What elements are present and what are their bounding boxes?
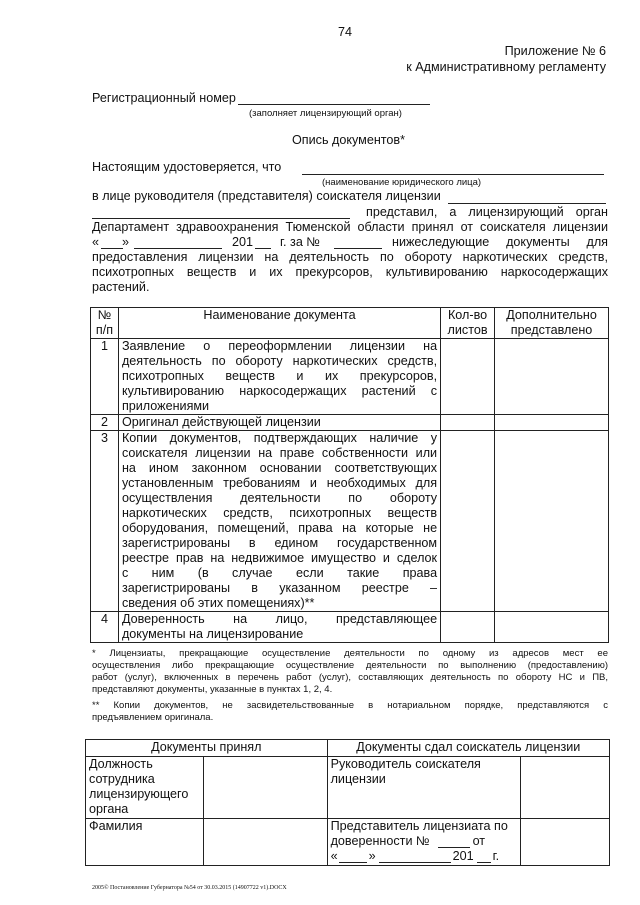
table-row bbox=[91, 612, 609, 643]
intro-line2 bbox=[448, 203, 606, 204]
submitted-header: Документы сдал соискатель лицензии bbox=[327, 740, 609, 757]
footnote-1: * Лицензиаты, прекращающие осуществление деятельности по одному из адресов мест ее осуществления либо прекращающие осуществление деятельности по выполнению (предоставлению) работ (услуг), включенных в перечень работ (услуг), составляющих деятельность по обороту НС и ПВ, представляют документы, указанные в пунктах 1, 2, 4. bbox=[92, 648, 608, 695]
attorney-day-line bbox=[339, 862, 367, 863]
power-attorney-num-line bbox=[438, 847, 470, 848]
intro-l3: представил, а лицензирующий орган bbox=[366, 205, 608, 219]
intro-l1: Настоящим удостоверяется, что bbox=[92, 160, 282, 174]
intro-year-line bbox=[255, 248, 271, 249]
signature-header-row bbox=[86, 740, 610, 757]
header-extra: Дополнительно представлено bbox=[495, 308, 609, 339]
row-qty-cell[interactable] bbox=[441, 612, 495, 643]
reg-line bbox=[238, 104, 430, 105]
intro-num-line bbox=[334, 248, 382, 249]
position-label: Должность сотрудника лицензирующего органа bbox=[86, 757, 204, 819]
intro-day-line bbox=[101, 248, 123, 249]
row-doc-name: Заявление о переоформлении лицензии на деятельность по обороту наркотических средств, психотропных веществ и их прекурсоров, культивированию наркосодержащих растений с приложениями bbox=[118, 339, 440, 415]
appendix-line1: Приложение № 6 bbox=[504, 44, 606, 58]
documents-table bbox=[90, 307, 609, 643]
intro-note1: (наименование юридического лица) bbox=[322, 177, 482, 188]
position-value-cell[interactable] bbox=[203, 757, 327, 819]
row-num: 3 bbox=[91, 431, 119, 612]
intro-line1 bbox=[302, 174, 604, 175]
header-qty: Кол-во листов bbox=[441, 308, 495, 339]
footnote-2: ** Копии документов, не засвидетельствованные в нотариальном порядке, представляются с предъявлением оригинала. bbox=[92, 700, 608, 723]
intro-l5-close: » bbox=[122, 235, 130, 249]
intro-l4: Департамент здравоохранения Тюменской области принял от соискателя лицензии bbox=[92, 220, 608, 234]
surname-label: Фамилия bbox=[86, 819, 204, 866]
table-row bbox=[91, 339, 609, 415]
table-row bbox=[91, 431, 609, 612]
doc-title: Опись документов* bbox=[292, 133, 406, 147]
reg-note: (заполняет лицензирующий орган) bbox=[249, 108, 402, 119]
intro-l7: психотропных веществ и их прекурсоров, культивированию наркосодержащих bbox=[92, 265, 608, 279]
row-doc-name: Доверенность на лицо, представляющее документы на лицензирование bbox=[118, 612, 440, 643]
row-qty-cell[interactable] bbox=[441, 415, 495, 431]
signature-table bbox=[85, 739, 610, 866]
attorney-year-line bbox=[477, 862, 491, 863]
row-num: 4 bbox=[91, 612, 119, 643]
row-doc-name: Копии документов, подтверждающих наличие у соискателя лицензии на праве собственности или на ином законном основании соответствующих установленным требованиям и необходимых для осуществления деятельности по обороту наркотических средств, психотропных веществ оборудования, помещений, права на которые не зарегистрированы в едином государственном реестре прав на недвижимое имущество и сделок с ним (в случае если такие права зарегистрированы в указанном реестре – сведения об этих помещениях)** bbox=[118, 431, 440, 612]
footer-filename: 2005© Постановление Губернатора №54 от 30.03.2015 (14907722 v1).DOCX bbox=[92, 885, 287, 891]
appendix-line2: к Административному регламенту bbox=[406, 60, 606, 74]
header-name: Наименование документа bbox=[118, 308, 440, 339]
intro-l2: в лице руководителя (представителя) соискателя лицензии bbox=[92, 189, 441, 203]
signature-row bbox=[86, 819, 610, 866]
reg-label: Регистрационный номер bbox=[92, 91, 236, 105]
signature-row bbox=[86, 757, 610, 819]
row-num: 2 bbox=[91, 415, 119, 431]
intro-l6: предоставления лицензии на деятельность по обороту наркотических средств, bbox=[92, 250, 608, 264]
table-row bbox=[91, 415, 609, 431]
intro-month-line bbox=[134, 248, 222, 249]
head-label: Руководитель соискателя лицензии bbox=[327, 757, 521, 819]
table-header-row bbox=[91, 308, 609, 339]
row-extra-cell[interactable] bbox=[495, 612, 609, 643]
intro-l5-year: 201 bbox=[232, 235, 254, 249]
row-qty-cell[interactable] bbox=[441, 431, 495, 612]
header-num: № п/п bbox=[91, 308, 119, 339]
representative-label: Представитель лицензиата по доверенности № от « » 201 г. bbox=[327, 819, 521, 866]
accepted-header: Документы принял bbox=[86, 740, 328, 757]
surname-value-cell[interactable] bbox=[203, 819, 327, 866]
row-num: 1 bbox=[91, 339, 119, 415]
intro-l5-num: г. за № bbox=[280, 235, 320, 249]
intro-l5-end: нижеследующие документы для bbox=[392, 235, 608, 249]
head-value-cell[interactable] bbox=[521, 757, 610, 819]
row-extra-cell[interactable] bbox=[495, 431, 609, 612]
intro-l5-open: « bbox=[92, 235, 100, 249]
intro-l8: растений. bbox=[92, 280, 150, 294]
attorney-month-line bbox=[379, 862, 451, 863]
intro-line3 bbox=[92, 218, 350, 219]
row-doc-name: Оригинал действующей лицензии bbox=[118, 415, 440, 431]
row-qty-cell[interactable] bbox=[441, 339, 495, 415]
row-extra-cell[interactable] bbox=[495, 339, 609, 415]
representative-value-cell[interactable] bbox=[521, 819, 610, 866]
page-number: 74 bbox=[338, 25, 353, 39]
row-extra-cell[interactable] bbox=[495, 415, 609, 431]
